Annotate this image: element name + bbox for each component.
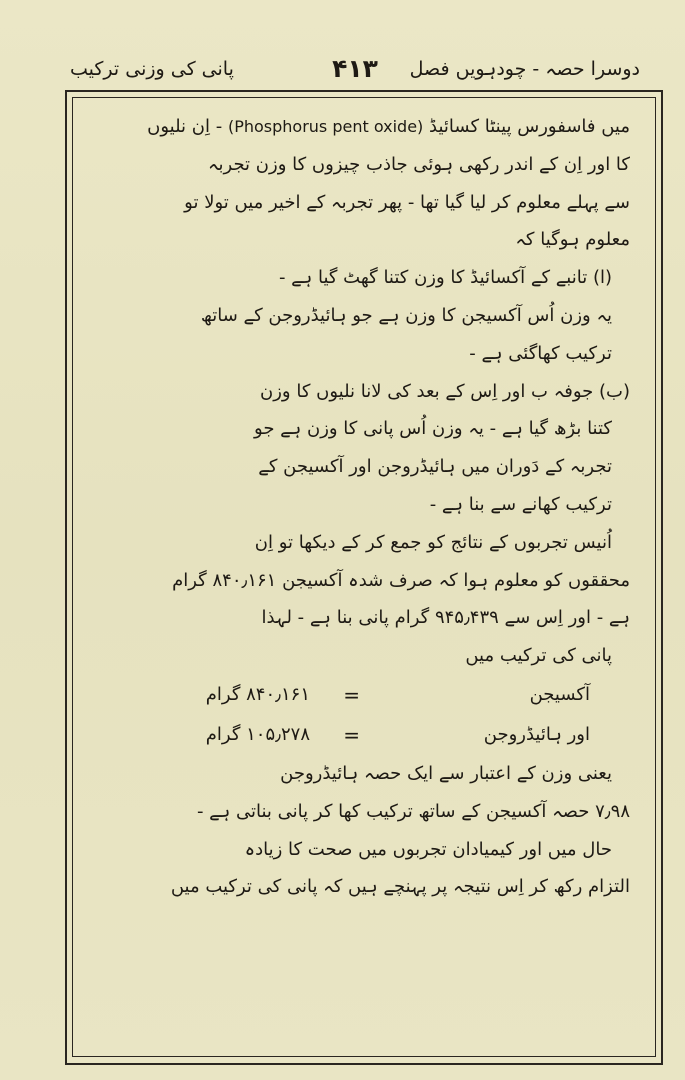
- text-line-17: ۷٫۹۸ حصہ آکسیجن کے ساتھ ترکیب کھا کر پانی بناتی ہے -: [196, 800, 630, 822]
- english-term: (Phosphorus pent oxide): [227, 117, 424, 136]
- text-line-11: ترکیب کھانے سے بنا ہے -: [429, 493, 612, 515]
- equals-sign: =: [343, 682, 360, 707]
- equation-value: ۸۴۰٫۱۶۱ گرام: [205, 683, 310, 705]
- text-line-12: اُنیس تجربوں کے نتائج کو جمع کر کے دیکھا تو اِن: [254, 531, 612, 553]
- text-line-16: یعنی وزن کے اعتبار سے ایک حصہ ہائیڈروجن: [280, 762, 612, 784]
- text-line-18: حال میں اور کیمیادان تجربوں میں صحت کا زیادہ: [244, 838, 612, 860]
- header-section: دوسرا حصہ - چودہویں فصل: [409, 58, 640, 80]
- text-line-6: یہ وزن اُس آکسیجن کا وزن ہے جو ہائیڈروجن کے ساتھ: [200, 304, 612, 326]
- text-line-4: معلوم ہوگیا کہ: [515, 229, 630, 251]
- text-line-10: تجربہ کے دَوران میں ہائیڈروجن اور آکسیجن کے: [258, 456, 612, 478]
- page-header: [70, 54, 640, 94]
- equals-sign: =: [343, 722, 360, 747]
- equation-value: ۱۰۵٫۲۷۸ گرام: [205, 723, 310, 745]
- text-line-13: محققوں کو معلوم ہوا کہ صرف شدہ آکسیجن ۸۴۰٫۱۶۱ گرام: [172, 569, 630, 591]
- text-line-7: ترکیب کھاگئی ہے -: [469, 342, 612, 364]
- text-line-2: کا اور اِن کے اندر رکھی ہوئی جاذب چیزوں کا وزن تجربہ: [207, 153, 630, 175]
- text-line-1: [90, 108, 630, 146]
- text-line-14: ہے - اور اِس سے ۹۴۵٫۴۳۹ گرام پانی بنا ہے - لہذا: [261, 607, 630, 629]
- equation-hydrogen: [90, 715, 630, 755]
- page-number: ۴۱۳: [332, 54, 378, 83]
- text-line-1-text: میں فاسفورس پینٹا کسائیڈ (Phosphorus pent oxide) - اِن نلیوں: [147, 116, 630, 137]
- text-line-19: التزام رکھ کر اِس نتیجہ پر پہنچے ہیں کہ پانی کی ترکیب میں: [170, 876, 630, 898]
- text-line-8: (ب) جوفہ ب اور اِس کے بعد کی لانا نلیوں کا وزن: [260, 380, 630, 402]
- equation-label: آکسیجن: [529, 683, 590, 705]
- equation-oxygen: [90, 675, 630, 715]
- header-topic: پانی کی وزنی ترکیب: [70, 58, 234, 80]
- text-line-15: پانی کی ترکیب میں: [465, 645, 612, 667]
- page-body: [90, 108, 630, 906]
- text-line-9: کتنا بڑھ گیا ہے - یہ وزن اُس پانی کا وزن ہے جو: [254, 418, 612, 440]
- text-line-5: (ا) تانبے کے آکسائیڈ کا وزن کتنا گھٹ گیا ہے -: [278, 267, 612, 289]
- text-line-3: سے پہلے معلوم کر لیا گیا تھا - پھر تجربہ کے اخیر میں تولا تو: [184, 191, 630, 213]
- equation-label: اور ہائیڈروجن: [483, 723, 590, 745]
